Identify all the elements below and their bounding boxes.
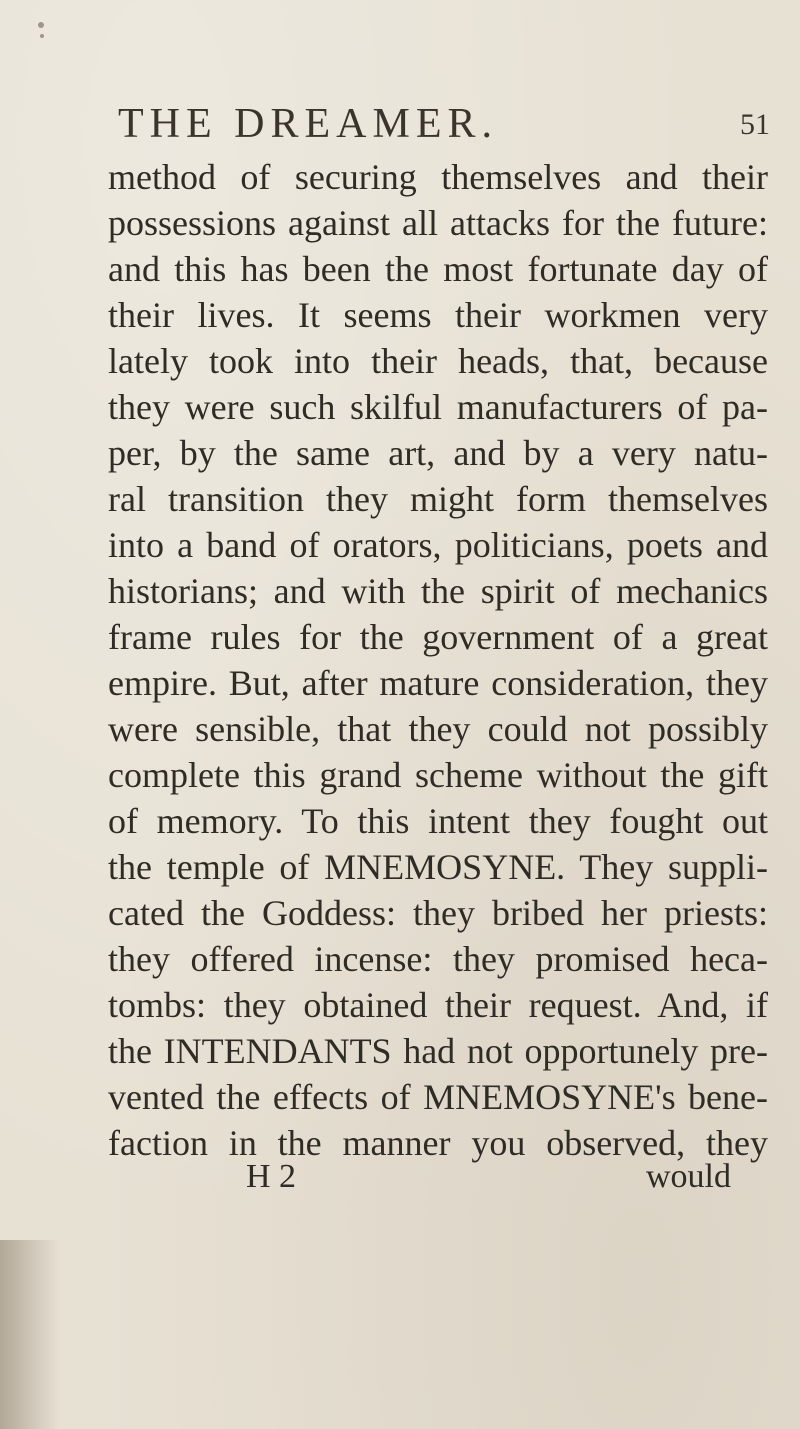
text-line: they were such skilful manufacturers of pa- — [108, 387, 768, 427]
text-line: complete this grand scheme without the gift — [108, 755, 768, 795]
text-line: of memory. To this intent they fought out — [108, 801, 768, 841]
text-line: their lives. It seems their workmen very — [108, 295, 768, 335]
page-footer — [0, 1158, 800, 1208]
text-line: method of securing themselves and their — [108, 157, 768, 197]
text-line: lately took into their heads, that, because — [108, 341, 768, 381]
text-line: vented the effects of MNEMOSYNE's bene- — [108, 1077, 768, 1117]
text-line: and this has been the most fortunate day of — [108, 249, 768, 289]
text-line: were sensible, that they could not possibly — [108, 709, 768, 749]
text-line: per, by the same art, and by a very natu- — [108, 433, 768, 473]
running-title: THE DREAMER. — [118, 101, 498, 147]
page-header — [0, 92, 800, 147]
page-number: 51 — [740, 108, 770, 141]
signature-mark: H 2 — [246, 1158, 297, 1195]
text-line: cated the Goddess: they bribed her priests: — [108, 893, 768, 933]
text-line: they offered incense: they promised heca- — [108, 939, 768, 979]
text-line: faction in the manner you observed, they — [108, 1123, 768, 1163]
ink-speck — [38, 22, 44, 28]
text-line: the temple of MNEMOSYNE. They suppli- — [108, 847, 768, 887]
text-line: the INTENDANTS had not opportunely pre- — [108, 1031, 768, 1071]
text-line: historians; and with the spirit of mechanics — [108, 571, 768, 611]
text-line: tombs: they obtained their request. And, if — [108, 985, 768, 1025]
text-line: possessions against all attacks for the future: — [108, 203, 768, 243]
ink-speck — [40, 34, 44, 38]
text-line: frame rules for the government of a great — [108, 617, 768, 657]
text-line: ral transition they might form themselves — [108, 479, 768, 519]
binding-shadow — [0, 1240, 60, 1429]
text-line: into a band of orators, politicians, poets and — [108, 525, 768, 565]
catchword: would — [646, 1158, 731, 1195]
text-line: empire. But, after mature consideration, they — [108, 663, 768, 703]
